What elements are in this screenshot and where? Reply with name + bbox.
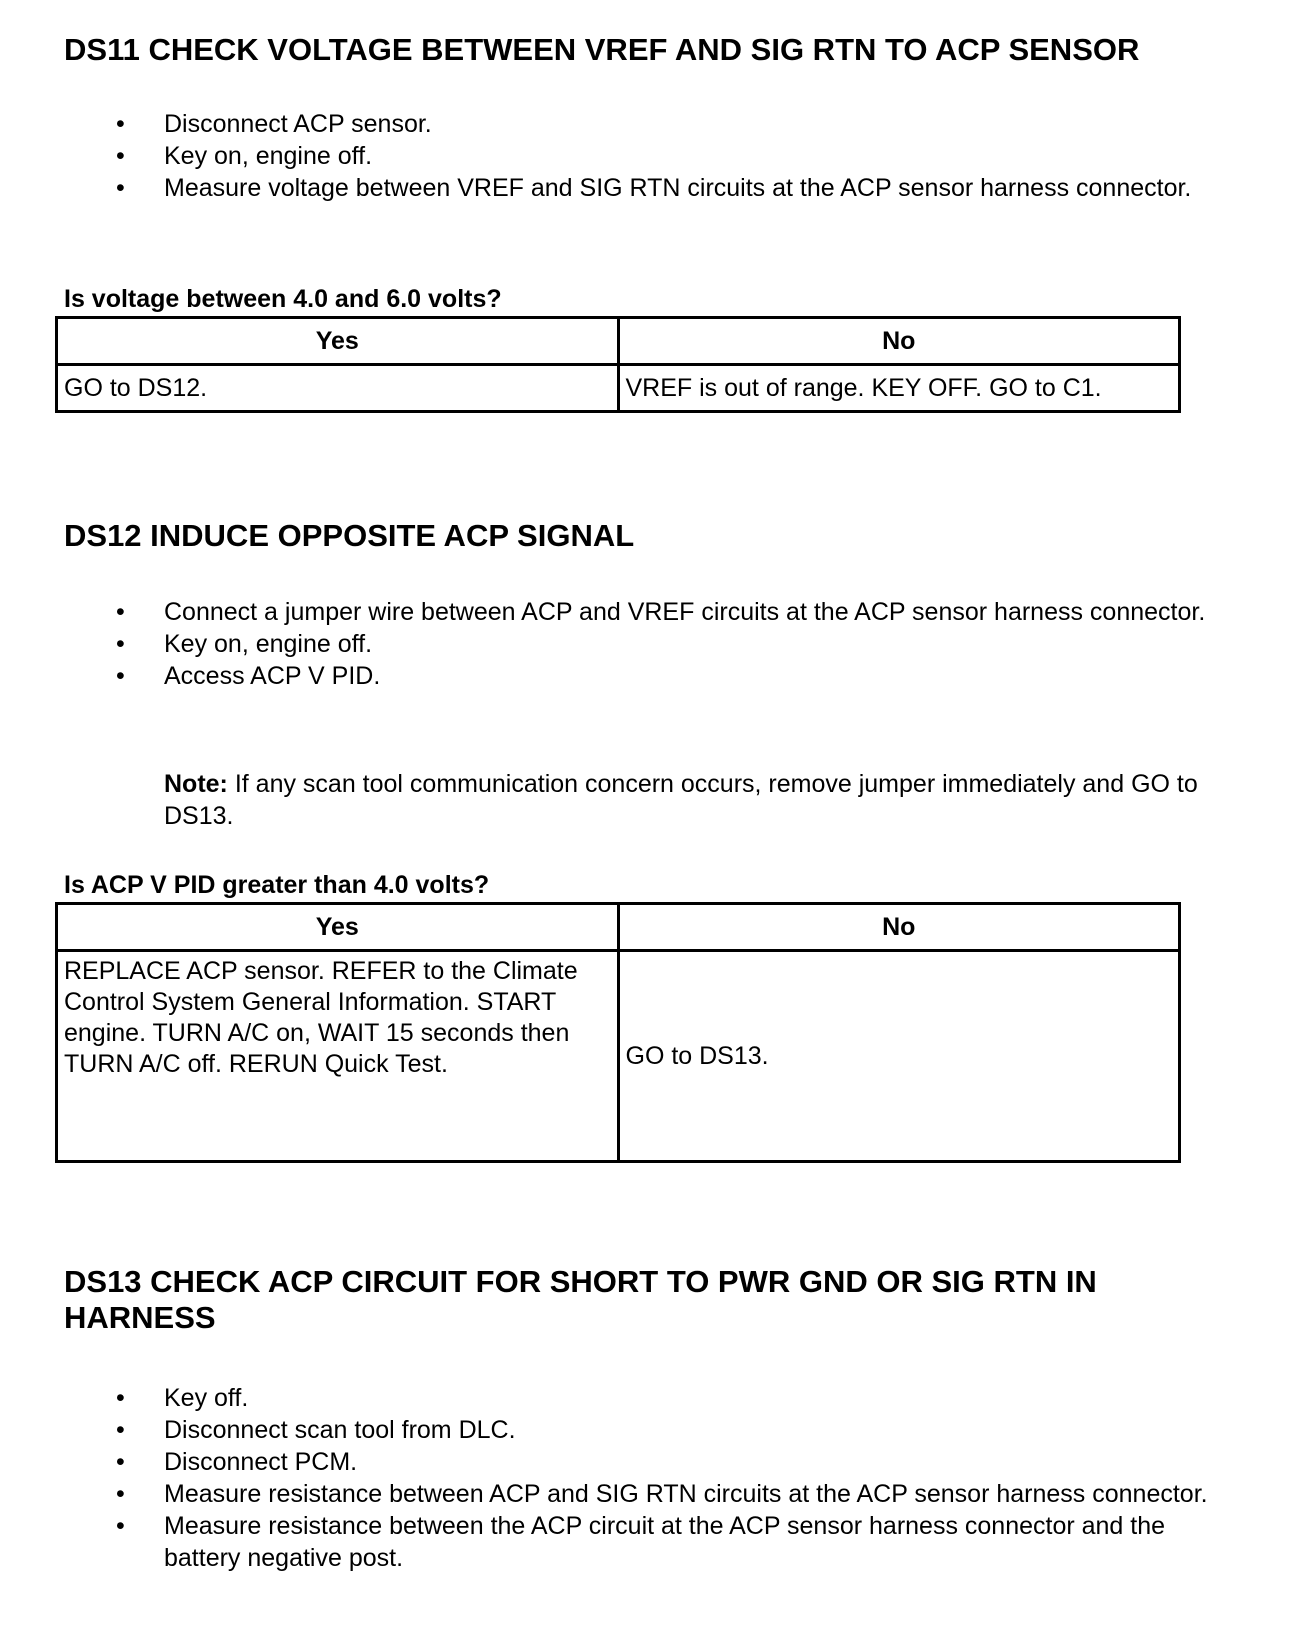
note-label: Note: (164, 770, 228, 798)
bullet-icon: • (116, 1384, 125, 1412)
bullet-icon: • (116, 662, 125, 690)
ds11-heading: DS11 CHECK VOLTAGE BETWEEN VREF AND SIG RTN TO ACP SENSOR (64, 32, 1140, 67)
table-header-row (57, 318, 1180, 365)
bullet-icon: • (116, 1512, 125, 1540)
bullet-icon: • (116, 1416, 125, 1444)
step-text: Key on, engine off. (164, 630, 373, 658)
list-item (0, 1446, 1312, 1478)
ds11-question: Is voltage between 4.0 and 6.0 volts? (64, 285, 502, 313)
list-item (0, 628, 1312, 660)
step-text: Measure voltage between VREF and SIG RTN circuits at the ACP sensor harness connector. (164, 174, 1192, 202)
table-row (57, 365, 1180, 412)
step-text: Access ACP V PID. (164, 662, 381, 690)
step-text: Connect a jumper wire between ACP and VREF circuits at the ACP sensor harness connector. (164, 598, 1206, 626)
no-cell: VREF is out of range. KEY OFF. GO to C1. (618, 365, 1180, 412)
bullet-icon: • (116, 110, 125, 138)
ds12-heading: DS12 INDUCE OPPOSITE ACP SIGNAL (64, 518, 635, 553)
step-text: Measure resistance between ACP and SIG RTN circuits at the ACP sensor harness connector. (164, 1480, 1208, 1508)
step-text: Disconnect scan tool from DLC. (164, 1416, 516, 1444)
list-item (0, 1382, 1312, 1414)
note-text: If any scan tool communication concern occurs, remove jumper immediately and GO to DS13. (164, 770, 1198, 830)
bullet-icon: • (116, 1448, 125, 1476)
ds12-steps-list (0, 596, 1312, 692)
ds11-result-table (55, 316, 1181, 413)
list-item (0, 660, 1312, 692)
yes-cell: REPLACE ACP sensor. REFER to the Climate Control System General Information. START engine. TURN A/C on, WAIT 15 seconds then TURN A/C off. RERUN Quick Test. (57, 951, 619, 1162)
ds11-steps-list (0, 108, 1312, 204)
bullet-icon: • (116, 174, 125, 202)
ds12-question: Is ACP V PID greater than 4.0 volts? (64, 871, 490, 899)
list-item (0, 108, 1312, 140)
no-header: No (618, 318, 1180, 365)
list-item (0, 596, 1312, 628)
bullet-icon: • (116, 1480, 125, 1508)
step-text: Disconnect PCM. (164, 1448, 358, 1476)
ds13-heading: DS13 CHECK ACP CIRCUIT FOR SHORT TO PWR GND OR SIG RTN IN HARNESS (64, 1264, 1097, 1335)
list-item (0, 1510, 1312, 1574)
list-item (0, 1414, 1312, 1446)
step-text: Key on, engine off. (164, 142, 373, 170)
no-header: No (618, 904, 1180, 951)
list-item (0, 1478, 1312, 1510)
bullet-icon: • (116, 598, 125, 626)
ds12-note (164, 768, 1244, 832)
ds12-result-table (55, 902, 1181, 1163)
table-header-row (57, 904, 1180, 951)
step-text: Disconnect ACP sensor. (164, 110, 432, 138)
bullet-icon: • (116, 630, 125, 658)
bullet-icon: • (116, 142, 125, 170)
step-text: Measure resistance between the ACP circuit at the ACP sensor harness connector and the battery negative post. (164, 1512, 1166, 1572)
yes-header: Yes (57, 318, 619, 365)
yes-header: Yes (57, 904, 619, 951)
no-cell: GO to DS13. (618, 951, 1180, 1162)
list-item (0, 172, 1312, 204)
ds13-steps-list (0, 1382, 1312, 1574)
table-row (57, 951, 1180, 1162)
step-text: Key off. (164, 1384, 249, 1412)
list-item (0, 140, 1312, 172)
yes-cell: GO to DS12. (57, 365, 619, 412)
